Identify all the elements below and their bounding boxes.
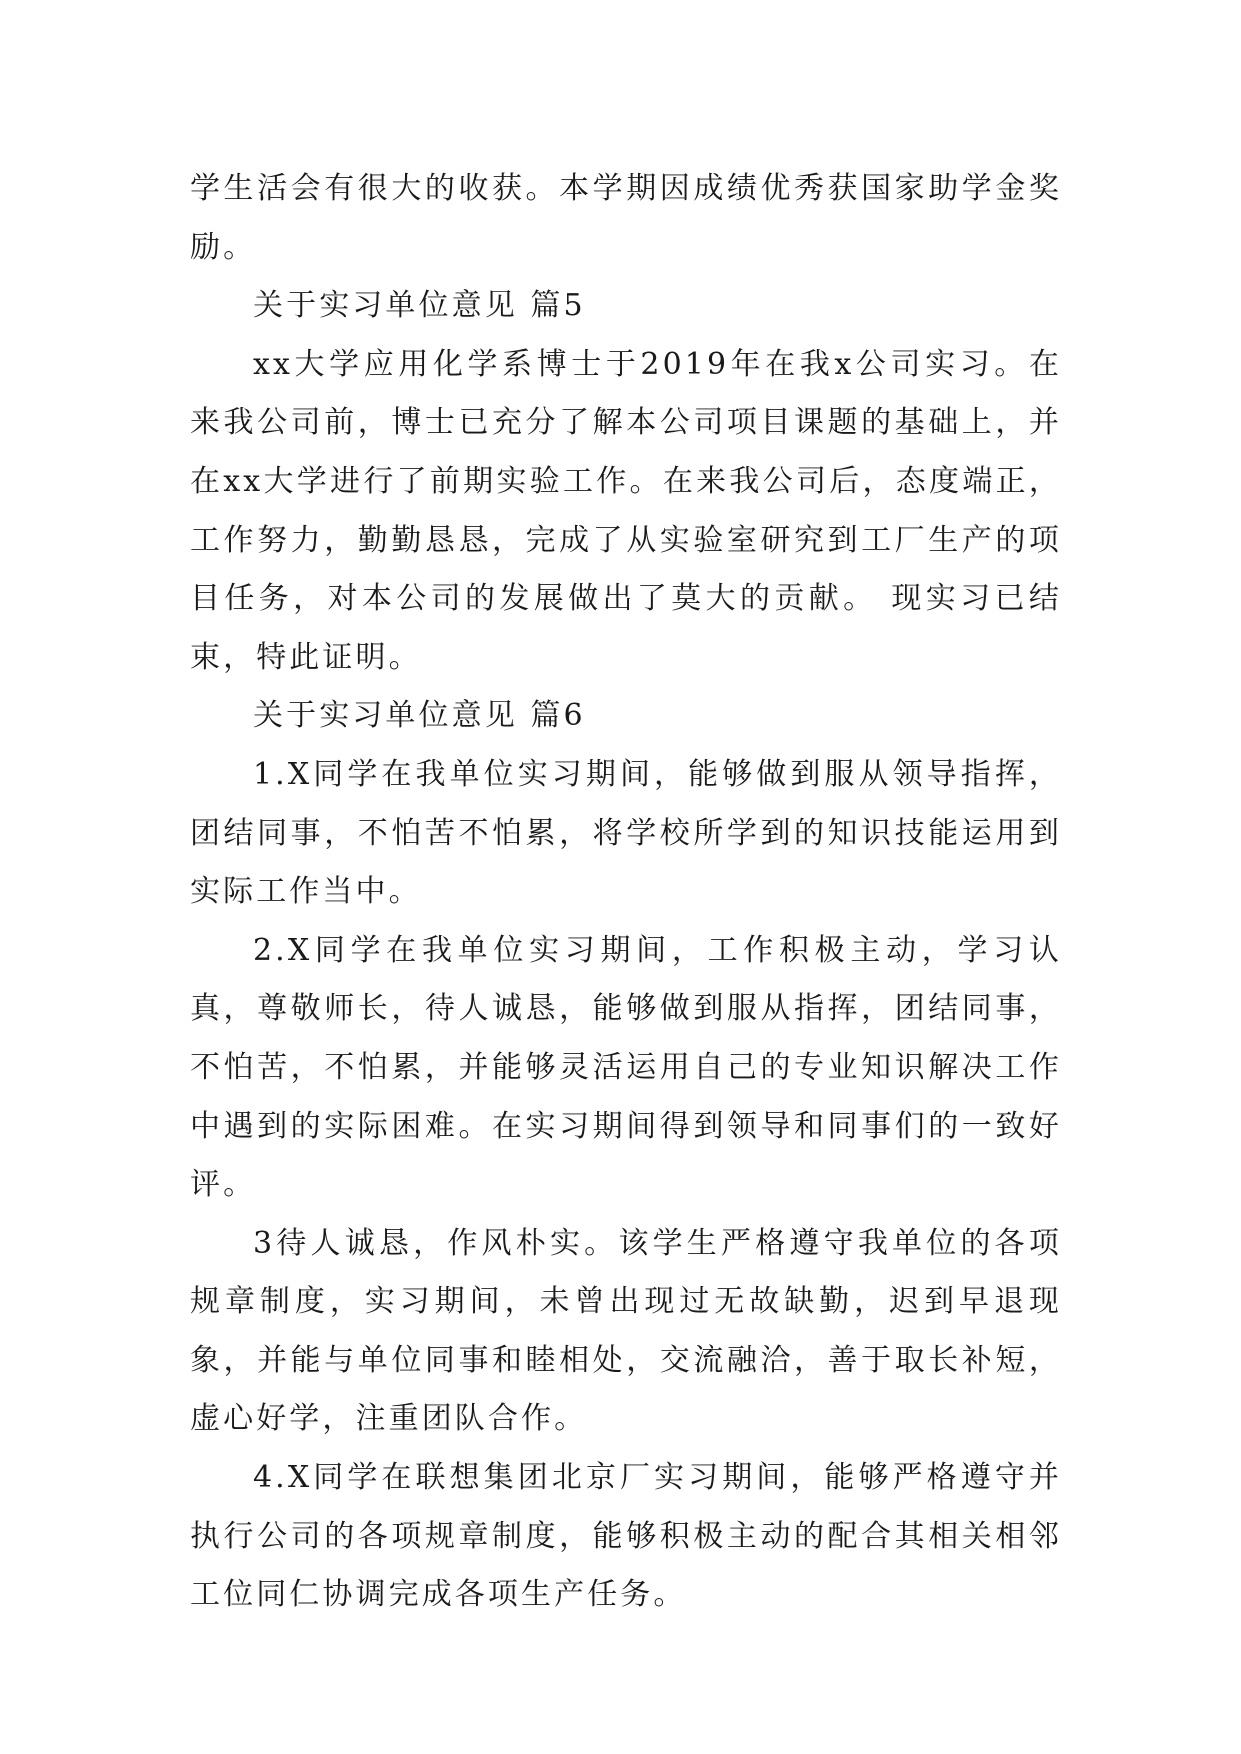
list-item-1: 1.X同学在我单位实习期间，能够做到服从领导指挥，团结同事，不怕苦不怕累，将学校所学到的知识技能运用到实际工作当中。 <box>190 756 1062 910</box>
paragraph-section-5: xx大学应用化学系博士于2019年在我x公司实习。在来我公司前，博士已充分了解本公司项目课题的基础上，并在xx大学进行了前期实验工作。在来我公司后，态度端正，工作努力，勤勤恳恳，完成了从实验室研究到工厂生产的项目任务，对本公司的发展做出了莫大的贡献。 现实习已结束，特此证明。 <box>190 346 1062 675</box>
list-item-4: 4.X同学在联想集团北京厂实习期间，能够严格遵守并执行公司的各项规章制度，能够积极主动的配合其相关相邻工位同仁协调完成各项生产任务。 <box>190 1460 1062 1613</box>
paragraph-continuation: 学生活会有很大的收获。本学期因成绩优秀获国家助学金奖励。 <box>190 171 1062 265</box>
section-heading-6: 关于实习单位意见 篇6 <box>253 698 586 734</box>
list-item-2: 2.X同学在我单位实习期间，工作积极主动，学习认真，尊敬师长，待人诚恳，能够做到服从指挥，团结同事，不怕苦，不怕累，并能够灵活运用自己的专业知识解决工作中遇到的实际困难。在实习期间得到领导和同事们的一致好评。 <box>190 932 1062 1203</box>
list-item-3: 3待人诚恳，作风朴实。该学生严格遵守我单位的各项规章制度，实习期间，未曾出现过无故缺勤，迟到早退现象，并能与单位同事和睦相处，交流融洽，善于取长补短，虚心好学，注重团队合作。 <box>190 1225 1062 1437</box>
document-page <box>190 160 1062 1625</box>
section-heading-5: 关于实习单位意见 篇5 <box>253 288 586 324</box>
